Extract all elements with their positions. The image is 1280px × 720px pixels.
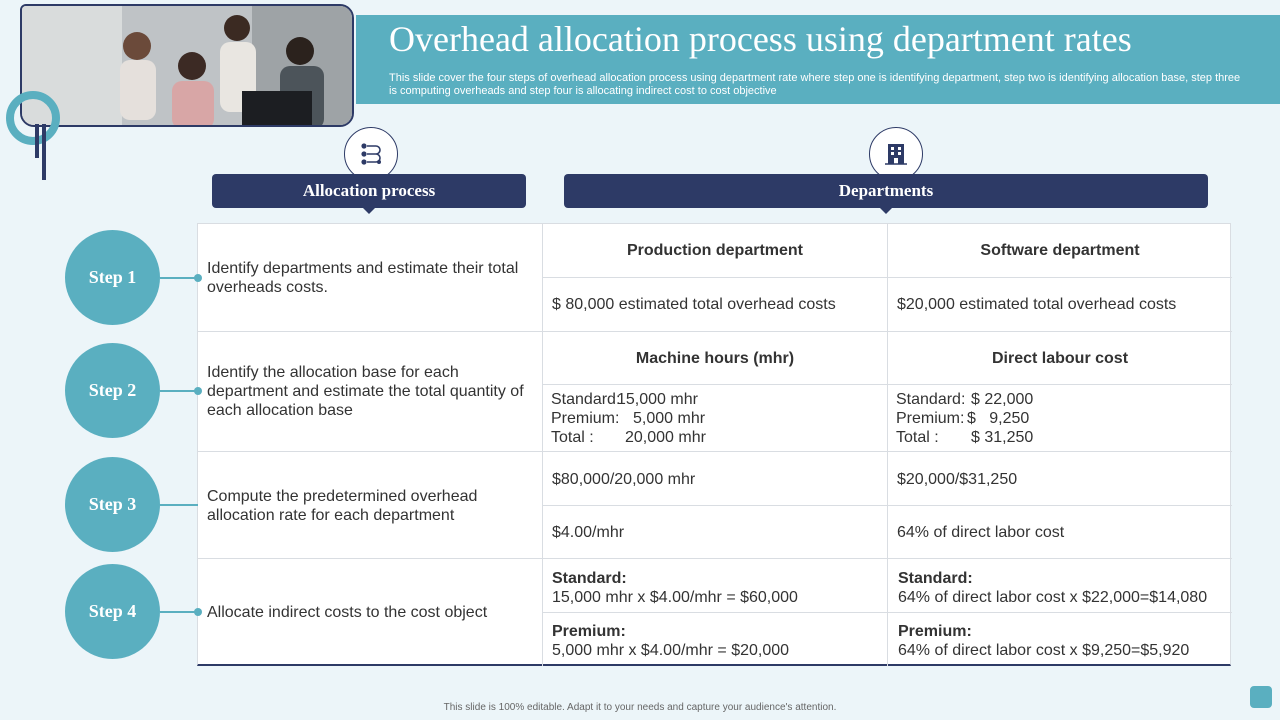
departments-header-label: Departments	[838, 181, 934, 200]
direct-labour-cost-header: Direct labour cost	[888, 332, 1232, 385]
allocation-process-header-label: Allocation process	[302, 181, 436, 200]
step1-badge	[65, 230, 160, 325]
breakdown-row: Standard: 15,000 mhr	[551, 391, 698, 408]
standard-value: 64% of direct labor cost x $22,000=$14,080	[898, 589, 1208, 606]
breakdown-row: Standard: $ 22,000	[896, 391, 1034, 408]
team-photo	[20, 4, 354, 127]
breakdown-row: Total : 20,000 mhr	[551, 429, 706, 446]
departments-header	[564, 174, 1208, 208]
header-notch	[879, 207, 893, 214]
allocation-process-header	[212, 174, 526, 208]
process-flow-icon	[344, 127, 398, 181]
production-rate-formula: $80,000/20,000 mhr	[543, 452, 888, 506]
step3-connector	[160, 504, 198, 506]
step1-connector-dot	[194, 274, 202, 282]
breakdown-row: Premium: $ 9,250	[896, 410, 1030, 427]
slide-subtitle: This slide cover the four steps of overhead allocation process using department rate where step one is identifying department, step two is identifying allocation base, step three is computing overheads and step four is allocating indirect cost to cost objective	[389, 72, 1241, 97]
step3-badge	[65, 457, 160, 552]
step2-connector-dot	[194, 387, 202, 395]
standard-label: Standard:	[898, 570, 973, 587]
step4-badge	[65, 564, 160, 659]
decorative-bar	[35, 124, 39, 158]
step1-connector	[160, 277, 198, 279]
software-premium-allocation	[888, 613, 1232, 666]
slide-title: Overhead allocation process using department rates	[389, 19, 1132, 59]
step4-connector-dot	[194, 608, 202, 616]
premium-value: 5,000 mhr x $4.00/mhr = $20,000	[552, 642, 790, 659]
step2-description: Identify the allocation base for each department and estimate the total quantity of each allocation base	[207, 364, 524, 419]
step1-label: Step 1	[88, 267, 137, 287]
production-premium-allocation	[543, 613, 888, 666]
step3-description: Compute the predetermined overhead allocation rate for each department	[207, 488, 478, 524]
premium-label: Premium:	[898, 623, 972, 640]
production-standard-allocation	[543, 559, 888, 613]
production-department-header: Production department	[543, 224, 888, 278]
footer-note: This slide is 100% editable. Adapt it to your needs and capture your audience's attention.	[443, 702, 837, 713]
decorative-bar	[42, 124, 46, 180]
step1-description: Identify departments and estimate their total overheads costs.	[207, 260, 519, 296]
step4-label: Step 4	[88, 601, 137, 621]
premium-value: 64% of direct labor cost x $9,250=$5,920	[898, 642, 1190, 659]
software-department-header: Software department	[888, 224, 1232, 278]
step2-label: Step 2	[88, 380, 137, 400]
building-icon	[869, 127, 923, 181]
step2-connector	[160, 390, 198, 392]
labour-cost-breakdown	[896, 390, 1033, 447]
standard-label: Standard:	[552, 570, 627, 587]
machine-hours-breakdown	[551, 390, 706, 447]
corner-button[interactable]	[1250, 686, 1272, 708]
step2-badge	[65, 343, 160, 438]
machine-hours-header: Machine hours (mhr)	[543, 332, 888, 385]
software-rate-result: 64% of direct labor cost	[888, 506, 1232, 559]
decorative-ring	[6, 91, 60, 145]
breakdown-row: Premium: 5,000 mhr	[551, 410, 706, 427]
standard-value: 15,000 mhr x $4.00/mhr = $60,000	[552, 589, 798, 606]
software-rate-formula: $20,000/$31,250	[888, 452, 1232, 506]
step4-connector	[160, 611, 198, 613]
step3-label: Step 3	[88, 494, 137, 514]
software-overhead-cost: $20,000 estimated total overhead costs	[888, 278, 1232, 332]
step4-description: Allocate indirect costs to the cost object	[207, 604, 488, 621]
header-notch	[362, 207, 376, 214]
production-rate-result: $4.00/mhr	[543, 506, 888, 559]
software-standard-allocation	[888, 559, 1232, 613]
breakdown-row: Total : $ 31,250	[896, 429, 1034, 446]
premium-label: Premium:	[552, 623, 626, 640]
production-overhead-cost: $ 80,000 estimated total overhead costs	[543, 278, 888, 332]
